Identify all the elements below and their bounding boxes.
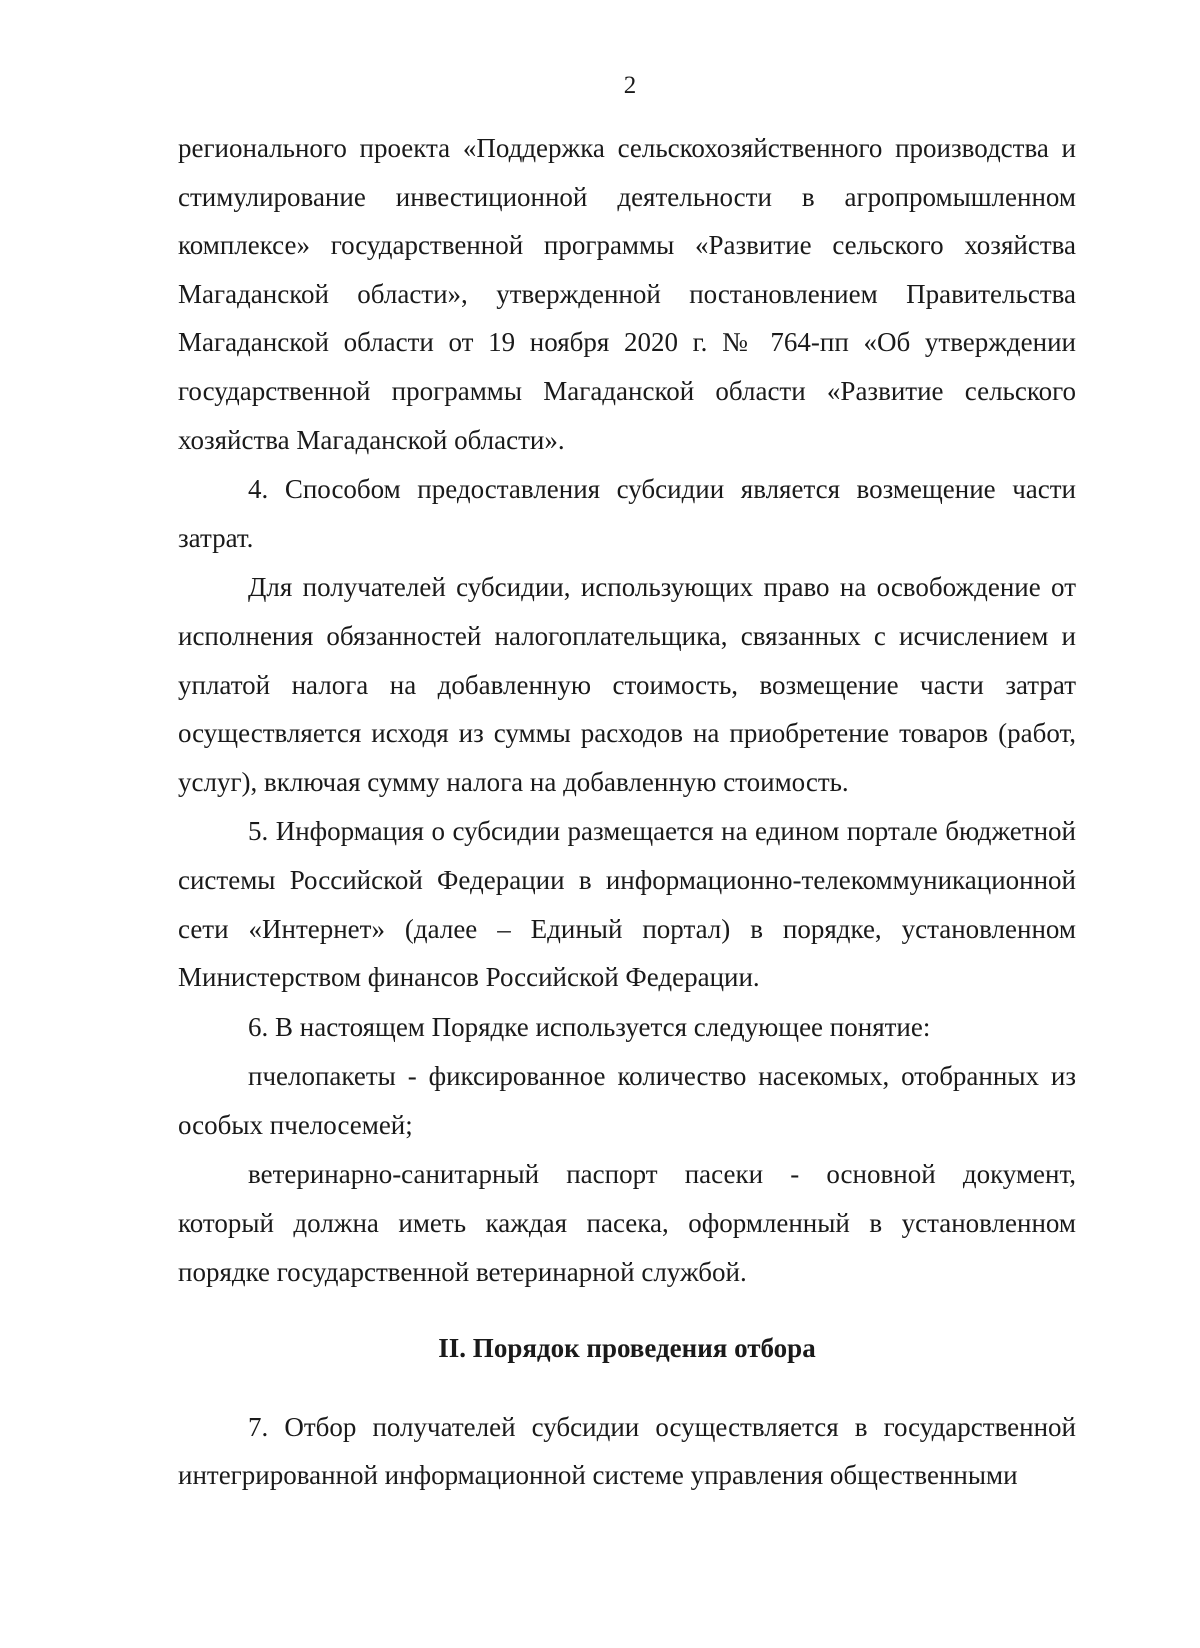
document-body [178, 124, 1076, 1500]
paragraph-item-4: 4. Способом предоставления субсидии является возмещение части затрат. [178, 474, 1076, 553]
paragraph-vat-exemption: Для получателей субсидии, использующих право на освобождение от исполнения обязанностей налогоплательщика, связанных с исчислением и уплатой налога на добавленную стоимость, возмещение части затрат осуществляется исходя из суммы расходов на приобретение товаров (работ, услуг), включая сумму налога на добавленную стоимость. [178, 572, 1076, 797]
paragraph-item-5: 5. Информация о субсидии размещается на едином портале бюджетной системы Российской Федерации в информационно-телекоммуникационной сети «Интернет» (далее – Единый портал) в порядке, установленном Министерством финансов Российской Федерации. [178, 816, 1076, 993]
paragraph-definition-bee-packages: пчелопакеты - фиксированное количество насекомых, отобранных из особых пчелосемей; [178, 1061, 1076, 1140]
paragraph-regional-project: регионального проекта «Поддержка сельскохозяйственного производства и стимулирование инвестиционной деятельности в агропромышленном комплексе» государственной программы «Развитие сельского хозяйства Магаданской области», утвержденной постановлением Правительства Магаданской области от 19 ноября 2020 г. № 764-пп «Об утверждении государственной программы Магаданской области «Развитие сельского хозяйства Магаданской области». [178, 133, 1076, 455]
paragraph-item-7: 7. Отбор получателей субсидии осуществляется в государственной интегрированной информационной системе управления общественными [178, 1411, 1076, 1491]
paragraph-definition-vet-passport: ветеринарно-санитарный паспорт пасеки - основной документ, который должна иметь каждая пасека, оформленный в установленном порядке государственной ветеринарной службой. [178, 1159, 1076, 1287]
section-heading: II. Порядок проведения отбора [438, 1333, 816, 1364]
page-number: 2 [623, 72, 637, 99]
paragraph-item-6: 6. В настоящем Порядке используется следующее понятие: [248, 1011, 931, 1042]
